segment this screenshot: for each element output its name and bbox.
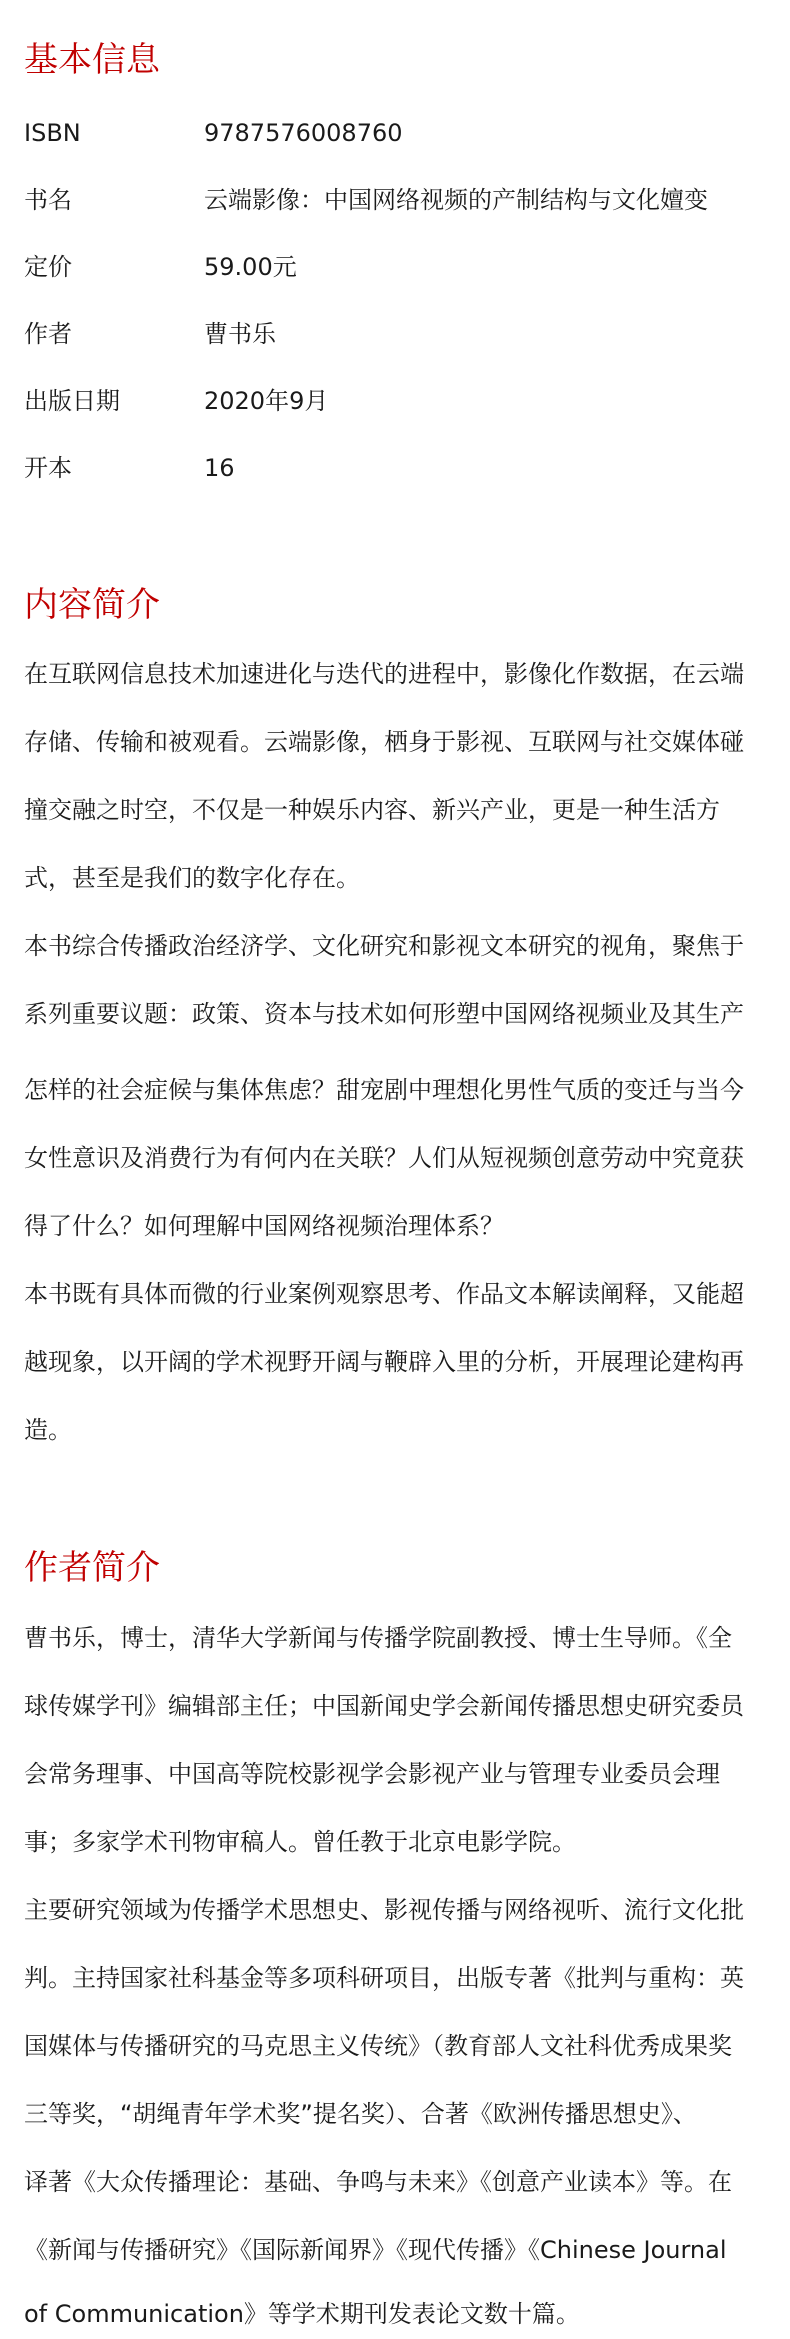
- content-line: 存储、传输和被观看。云端影像，栖身于影视、互联网与社交媒体碰: [24, 728, 744, 756]
- info-label: 开本: [24, 454, 72, 482]
- content-line: 得了什么？如何理解中国网络视频治理体系？: [24, 1212, 504, 1240]
- info-row-price: [24, 247, 764, 287]
- author-line: 主要研究领域为传播学术思想史、影视传播与网络视听、流行文化批: [24, 1896, 744, 1924]
- content-line: 在互联网信息技术加速进化与迭代的进程中，影像化作数据，在云端: [24, 660, 744, 688]
- info-value: 9787576008760: [204, 119, 403, 147]
- info-row-title: [24, 180, 764, 220]
- info-label: 作者: [24, 320, 72, 348]
- info-label: 定价: [24, 253, 72, 281]
- info-row-pub-date: [24, 381, 764, 421]
- content-line: 造。: [24, 1416, 72, 1444]
- info-value: 59.00元: [204, 253, 297, 281]
- info-value: 16: [204, 454, 235, 482]
- author-line: 球传媒学刊》编辑部主任；中国新闻史学会新闻传播思想史研究委员: [24, 1692, 744, 1720]
- author-line: 《新闻与传播研究》《国际新闻界》《现代传播》《Chinese Journal: [24, 2236, 727, 2264]
- content-intro-title: 内容简介: [24, 585, 160, 625]
- info-label: 出版日期: [24, 387, 120, 415]
- author-line: 国媒体与传播研究的马克思主义传统》（教育部人文社科优秀成果奖: [24, 2032, 732, 2060]
- info-value: 云端影像：中国网络视频的产制结构与文化嬗变: [204, 186, 708, 214]
- info-row-format: [24, 448, 764, 488]
- content-line: 撞交融之时空，不仅是一种娱乐内容、新兴产业，更是一种生活方: [24, 796, 720, 824]
- info-row-author: [24, 314, 764, 354]
- content-line: 系列重要议题：政策、资本与技术如何形塑中国网络视频业及其生产: [24, 1000, 744, 1028]
- content-line: 式，甚至是我们的数字化存在。: [24, 864, 360, 892]
- info-label: ISBN: [24, 119, 81, 147]
- content-line: 女性意识及消费行为有何内在关联？人们从短视频创意劳动中究竟获: [24, 1144, 744, 1172]
- info-row-isbn: [24, 113, 764, 153]
- author-line: of Communication》等学术期刊发表论文数十篇。: [24, 2300, 580, 2328]
- info-value: 曹书乐: [204, 320, 276, 348]
- info-value: 2020年9月: [204, 387, 329, 415]
- info-label: 书名: [24, 186, 72, 214]
- basic-info-title: 基本信息: [24, 40, 160, 80]
- author-line: 三等奖，“胡绳青年学术奖”提名奖）、合著《欧洲传播思想史》、: [24, 2100, 697, 2128]
- content-line: 本书综合传播政治经济学、文化研究和影视文本研究的视角，聚焦于: [24, 932, 744, 960]
- author-line: 事；多家学术刊物审稿人。曾任教于北京电影学院。: [24, 1828, 576, 1856]
- author-line: 判。主持国家社科基金等多项科研项目，出版专著《批判与重构：英: [24, 1964, 744, 1992]
- author-line: 译著《大众传播理论：基础、争鸣与未来》《创意产业读本》等。在: [24, 2168, 732, 2196]
- author-line: 会常务理事、中国高等院校影视学会影视产业与管理专业委员会理: [24, 1760, 720, 1788]
- content-line: 越现象，以开阔的学术视野开阔与鞭辟入里的分析，开展理论建构再: [24, 1348, 744, 1376]
- content-line: 怎样的社会症候与集体焦虑？甜宠剧中理想化男性气质的变迁与当今: [24, 1076, 744, 1104]
- author-intro-title: 作者简介: [24, 1548, 160, 1588]
- content-line: 本书既有具体而微的行业案例观察思考、作品文本解读阐释，又能超: [24, 1280, 744, 1308]
- author-line: 曹书乐，博士，清华大学新闻与传播学院副教授、博士生导师。《全: [24, 1624, 732, 1652]
